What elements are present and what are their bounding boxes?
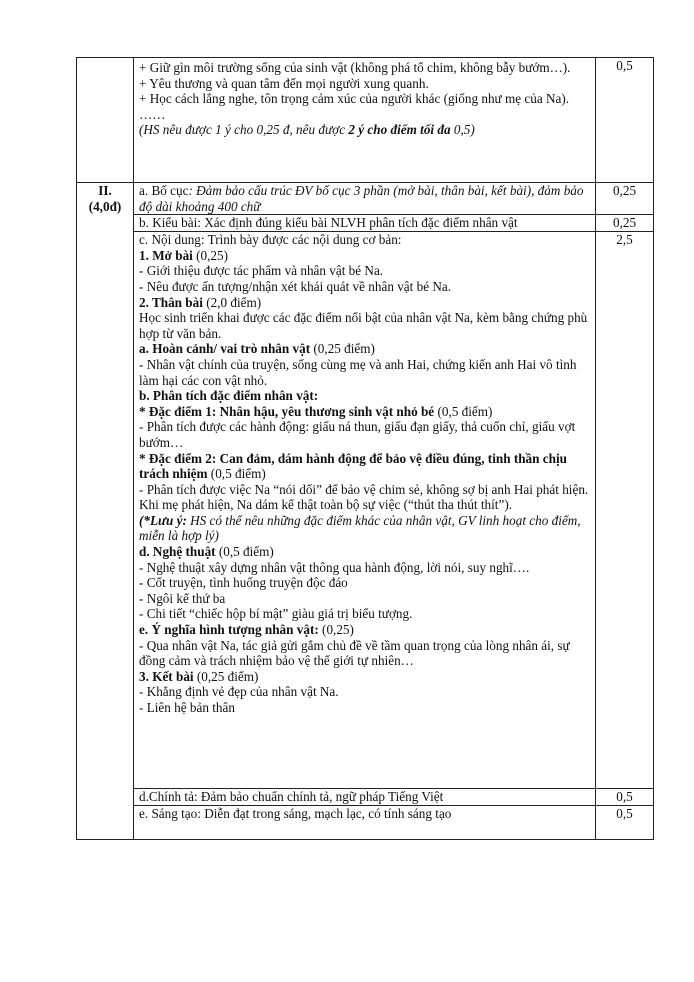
criteria-heading: 3. Kết bài (0,25 điểm) (139, 668, 259, 684)
criteria-line: - Phân tích được việc Na “nói dối” để bảo vệ chim sẻ, không sợ bị anh Hai phát hiện. Khi mẹ phát hiện, Na dám kể thật toàn bộ sự việc (“thút tha thút thít”). (139, 481, 589, 513)
criteria-heading: d. Nghệ thuật (0,5 điểm) (139, 544, 274, 560)
criteria-heading: b. Phân tích đặc điểm nhân vật: (139, 388, 319, 404)
criteria-cell (134, 806, 596, 840)
grading-rubric-table (76, 57, 654, 840)
score-cell: 2,5 (596, 232, 654, 789)
criteria-line: a. Bố cục: Đảm bảo cấu trúc ĐV bố cục 3 phần (mở bài, thân bài, kết bài), đảm bảo độ dài khoảng 400 chữ (139, 183, 584, 214)
score-cell: 0,5 (596, 806, 654, 840)
criteria-line: - Giới thiệu được tác phẩm và nhân vật bé Na. (139, 263, 384, 279)
criteria-heading: 2. Thân bài (2,0 điểm) (139, 294, 262, 310)
table-row (77, 232, 654, 789)
score-cell: 0,5 (596, 789, 654, 806)
section-label: II. (98, 183, 112, 198)
section-points: (4,0đ) (88, 198, 122, 214)
section-cell-empty (77, 58, 134, 183)
table-row (77, 183, 654, 215)
criteria-line: - Cốt truyện, tình huống truyện độc đáo (139, 575, 348, 591)
table-row (77, 58, 654, 183)
table-row (77, 806, 654, 840)
criteria-line: - Ngôi kể thứ ba (139, 590, 226, 606)
section-cell (77, 183, 134, 840)
criteria-cell (134, 183, 596, 215)
criteria-line: - Nêu được ấn tượng/nhận xét khái quát về nhân vật bé Na. (139, 278, 452, 294)
criteria-line: …… (139, 106, 166, 122)
note-line: (*Lưu ý: HS có thể nêu những đặc điểm khác của nhân vật, GV linh hoạt cho điểm, miễn là hợp lý) (139, 512, 581, 544)
criteria-line: - Phân tích được các hành động: giấu ná thun, giấu đạn giấy, thả cuốn chỉ, giấu vợt bướm… (139, 419, 576, 450)
criteria-line: - Liên hệ bản thân (139, 700, 235, 715)
criteria-heading: * Đặc điểm 1: Nhân hậu, yêu thương sinh vật nhỏ bé (0,5 điểm) (139, 403, 493, 419)
criteria-line: - Nhân vật chính của truyện, sống cùng mẹ và anh Hai, chứng kiến anh Hai vô tình làm hại các con vật nhỏ. (139, 356, 577, 388)
criteria-line: b. Kiểu bài: Xác định đúng kiểu bài NLVH phân tích đặc điểm nhân vật (139, 215, 518, 231)
criteria-line: - Qua nhân vật Na, tác giả gửi gắm chủ đề về tầm quan trọng của lòng nhân ái, sự đồng cảm và trách nhiệm bảo vệ thế giới tự nhiên… (139, 637, 570, 669)
table-row (77, 789, 654, 806)
criteria-cell (134, 58, 596, 183)
criteria-line: e. Sáng tạo: Diễn đạt trong sáng, mạch lạc, có tính sáng tạo (139, 806, 452, 822)
criteria-heading: 1. Mở bài (0,25) (139, 247, 228, 263)
criteria-cell (134, 789, 596, 806)
criteria-cell (134, 215, 596, 232)
criteria-heading: a. Hoàn cảnh/ vai trò nhân vật (0,25 điểm) (139, 341, 375, 357)
criteria-heading: * Đặc điểm 2: Can đảm, dám hành động để bảo vệ điều đúng, tinh thần chịu trách nhiệm (0,5 điểm) (139, 450, 567, 482)
criteria-line: + Yêu thương và quan tâm đến mọi người xung quanh. (139, 75, 429, 91)
score-cell: 0,25 (596, 215, 654, 232)
criteria-cell (134, 232, 596, 789)
criteria-line: - Khẳng định vẻ đẹp của nhân vật Na. (139, 684, 339, 700)
scoring-note: (HS nêu được 1 ý cho 0,25 đ, nêu được 2 ý cho điểm tối đa 0,5) (139, 122, 475, 138)
criteria-line: d.Chính tả: Đảm bảo chuẩn chính tả, ngữ pháp Tiếng Việt (139, 789, 444, 805)
criteria-line: - Chi tiết “chiếc hộp bí mật” giàu giá trị biểu tượng. (139, 606, 413, 622)
criteria-line: + Học cách lắng nghe, tôn trọng cảm xúc của người khác (giống như mẹ của Na). (139, 91, 570, 107)
criteria-line: c. Nội dung: Trình bày được các nội dung cơ bản: (139, 232, 402, 248)
table-row (77, 215, 654, 232)
criteria-line: - Nghệ thuật xây dựng nhân vật thông qua hành động, lời nói, suy nghĩ…. (139, 559, 530, 575)
criteria-heading: e. Ý nghĩa hình tượng nhân vật: (0,25) (139, 622, 354, 638)
score-cell: 0,5 (596, 58, 654, 183)
criteria-line: Học sinh triển khai được các đặc điểm nổi bật của nhân vật Na, kèm bằng chứng phù hợp từ văn bản. (139, 310, 588, 341)
criteria-line: + Giữ gìn môi trường sống của sinh vật (không phá tổ chim, không bẫy bướm…). (139, 60, 571, 75)
score-cell: 0,25 (596, 183, 654, 215)
